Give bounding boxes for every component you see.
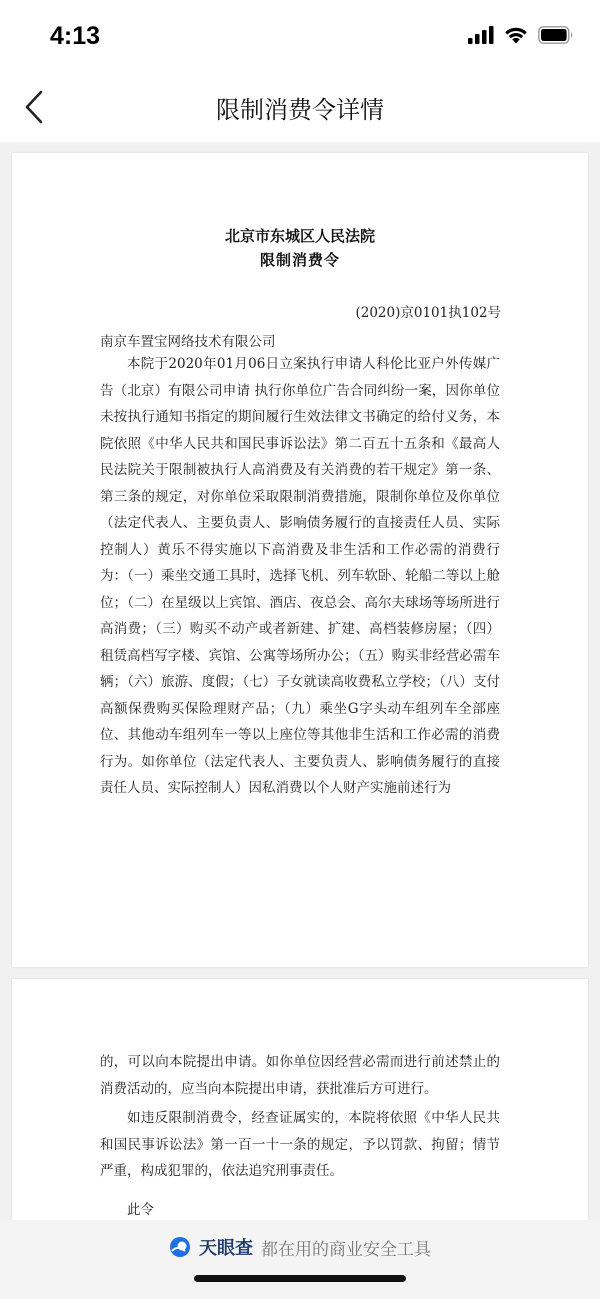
- court-name: 北京市东城区人民法院: [224, 227, 375, 245]
- brand-slogan: 都在用的商业安全工具: [261, 1239, 431, 1260]
- case-number: (2020)京0101执102号: [355, 305, 501, 321]
- brand-name: 天眼查: [199, 1238, 253, 1259]
- wifi-icon: [504, 26, 528, 44]
- paragraph-2: 如违反限制消费令，经查证属实的，本院将依照《中华人民共和国民事诉讼法》第一百一十一条的规定，予以罚款、拘留；情节严重，构成犯罪的，依法追究刑事责任。: [100, 1110, 500, 1179]
- document-title: 限制消费令: [259, 251, 340, 269]
- nav-bar: [0, 72, 600, 142]
- status-icons: [468, 26, 574, 44]
- document-page-2: [12, 979, 588, 1220]
- battery-icon: [538, 26, 574, 44]
- brand: [0, 1234, 600, 1260]
- footer: [0, 1220, 600, 1299]
- home-indicator[interactable]: [194, 1275, 406, 1282]
- status-bar: [0, 0, 600, 72]
- status-time: 4:13: [50, 22, 101, 50]
- document-page-1: [12, 153, 588, 967]
- paragraph-1-continued: 的，可以向本院提出申请。如你单位因经营必需而进行前述禁止的消费活动的，应当向本院提出申请，获批准后方可进行。: [100, 1054, 500, 1097]
- page-title: 限制消费令详情: [216, 96, 384, 124]
- closing-text: 此令: [127, 1202, 154, 1218]
- recipient: 南京车置宝网络技术有限公司: [100, 334, 276, 350]
- cellular-signal-icon: [468, 26, 494, 44]
- paragraph-1: 本院于2020年01月06日立案执行申请人科伦比亚户外传媒广告（北京）有限公司申请 执行你单位广告合同纠纷一案，因你单位未按执行通知书指定的期间履行生效法律文书确定的给付义务，本院依照《中华人民共和国民事诉讼法》第二百五十五条和《最高人民法院关于限制被执行人高消费及有关消费的若干规定》第一条、第三条的规定，对你单位采取限制消费措施，限制你单位及你单位（法定代表人、主要负责人、影响债务履行的直接责任人员、实际控制人）黄乐不得实施以下高消费及非生活和工作必需的消费行为：（一）乘坐交通工具时，选择飞机、列车软卧、轮船二等以上舱位；（二）在星级以上宾馆、酒店、夜总会、高尔夫球场等场所进行高消费；（三）购买不动产或者新建、扩建、高档装修房屋；（四）租赁高档写字楼、宾馆、公寓等场所办公；（五）购买非经营必需车辆；（六）旅游、度假；（七）子女就读高收费私立学校；（八）支付高额保费购买保险理财产品；（九）乘坐G字头动车组列车全部座位、其他动车组列车一等以上座位等其他非生活和工作必需的消费行为。如你单位（法定代表人、主要负责人、影响债务履行的直接责任人员、实际控制人）因私消费以个人财产实施前述行为: [100, 356, 500, 796]
- tianyancha-logo-icon: [169, 1236, 191, 1258]
